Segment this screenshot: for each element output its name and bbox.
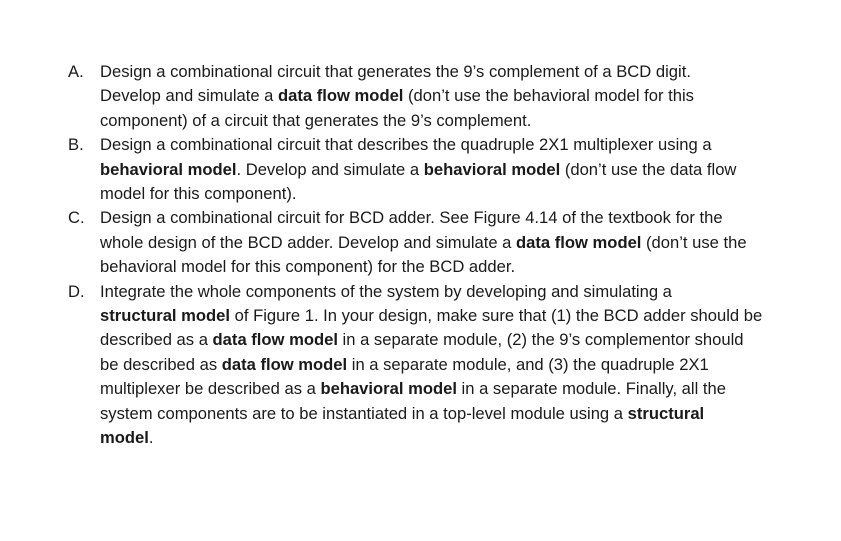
- emphasis-text: data flow model: [278, 86, 404, 106]
- assignment-list: [64, 60, 824, 451]
- text-segment: of Figure 1. In your design, make sure that (1) the BCD adder should be: [230, 306, 763, 326]
- text-segment: .: [148, 428, 154, 448]
- list-marker: A.: [68, 62, 84, 81]
- emphasis-text: behavioral model: [100, 159, 237, 179]
- emphasis-text: structural: [627, 403, 705, 423]
- text-segment: behavioral model for this component) for the BCD adder.: [100, 257, 516, 277]
- list-marker: D.: [68, 281, 85, 301]
- list-item-text: [100, 280, 824, 451]
- text-segment: be described as: [100, 354, 222, 374]
- text-segment: (don’t use the data flow: [560, 159, 737, 179]
- text-segment: whole design of the BCD adder. Develop and simulate a: [100, 232, 517, 252]
- emphasis-text: data flow model: [516, 232, 642, 252]
- list-marker: C.: [68, 208, 85, 228]
- list-item-c: [64, 206, 824, 279]
- text-segment: (don’t use the behavioral model for this: [403, 86, 694, 106]
- emphasis-text: behavioral model: [423, 159, 561, 179]
- emphasis-text: data flow model: [221, 354, 348, 374]
- emphasis-text: behavioral model: [320, 379, 457, 399]
- emphasis-text: model: [100, 428, 149, 448]
- text-segment: Design a combinational circuit that describes the quadruple 2X1 multiplexer using a: [100, 135, 712, 155]
- text-segment: multiplexer be described as a: [100, 379, 321, 399]
- list-marker: B.: [68, 135, 84, 155]
- text-segment: in a separate module, (2) the 9’s complementor should: [337, 330, 744, 350]
- text-segment: model for this component).: [100, 184, 297, 204]
- list-item-d: [64, 280, 824, 451]
- emphasis-text: structural model: [100, 306, 231, 326]
- emphasis-text: data flow model: [212, 330, 338, 350]
- text-segment: component) of a circuit that generates the 9’s complement.: [100, 110, 532, 130]
- text-segment: Design a combinational circuit for BCD adder. See Figure 4.14 of the textbook for the: [100, 208, 723, 228]
- text-segment: Design a combinational circuit that generates the 9’s complement of a BCD digit.: [100, 62, 691, 81]
- text-segment: Develop and simulate a: [100, 86, 279, 106]
- text-segment: described as a: [100, 330, 213, 350]
- text-segment: . Develop and simulate a: [236, 159, 424, 179]
- list-item-a: [64, 60, 824, 133]
- list-item-text: [100, 206, 824, 279]
- list-item-b: [64, 133, 824, 206]
- text-segment: Integrate the whole components of the system by developing and simulating a: [100, 281, 672, 301]
- list-item-text: [100, 60, 824, 133]
- list-item-text: [100, 133, 824, 206]
- text-segment: system components are to be instantiated in a top-level module using a: [100, 403, 628, 423]
- text-segment: (don’t use the: [641, 232, 747, 252]
- text-segment: in a separate module, and (3) the quadruple 2X1: [347, 354, 709, 374]
- text-segment: in a separate module. Finally, all the: [456, 379, 726, 399]
